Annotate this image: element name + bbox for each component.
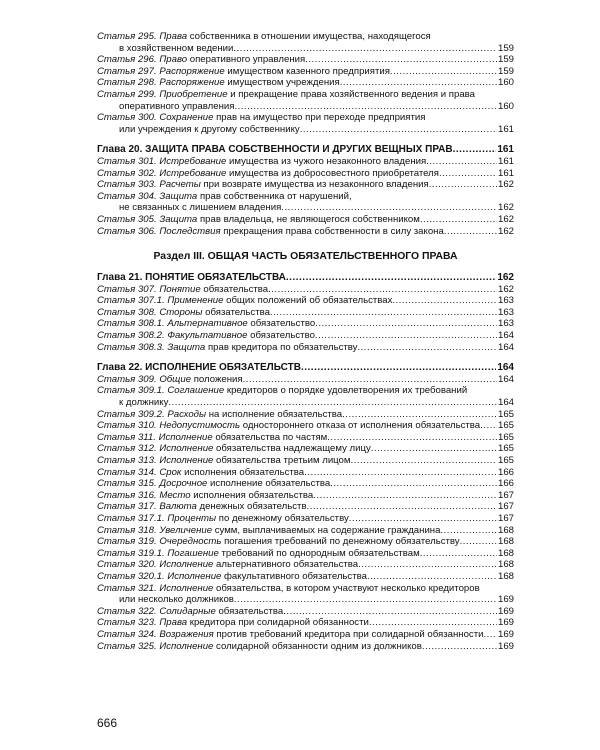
article-number: Статья 323. <box>97 617 157 629</box>
article-keyword: Возражения <box>159 628 214 640</box>
article-keyword: Последствия <box>159 225 221 237</box>
article-entry[interactable] <box>97 606 514 618</box>
article-entry[interactable] <box>97 191 514 214</box>
article-keyword: Понятие <box>159 283 201 295</box>
article-title-rest: прекращения права собственности в силу закона <box>220 225 444 237</box>
article-entry[interactable] <box>97 307 514 319</box>
article-title-continuation: в хозяйственном ведении ..... <box>119 43 514 54</box>
article-title-rest: прав на имущество при переходе предприятия <box>213 112 426 124</box>
article-number: Статья 309.2. <box>97 408 165 420</box>
article-title-rest: прав владельца, не являющегося собственником <box>197 213 420 225</box>
article-entry[interactable] <box>97 513 514 525</box>
article-entry[interactable] <box>97 179 514 191</box>
entry-page-number: 164 <box>497 330 514 342</box>
entry-page-number: 169 <box>497 628 514 640</box>
article-entry[interactable] <box>97 318 514 330</box>
article-keyword: Исполнение <box>159 582 214 594</box>
article-title-rest: на исполнение обязательства <box>206 408 343 420</box>
chapter-entry[interactable] <box>97 272 514 284</box>
article-number: Статья 318. <box>97 524 157 536</box>
entry-page-number: 168 <box>497 536 514 548</box>
article-entry[interactable] <box>97 54 514 66</box>
entry-page-number: 167 <box>497 489 514 501</box>
article-title-rest: обязательства <box>200 283 269 295</box>
article-title-continuation: или учреждения к другому собственнику ..... <box>119 124 514 135</box>
entry-page-number: 160 <box>497 77 514 89</box>
article-keyword: Истребование <box>159 167 227 179</box>
article-title-rest: имущества из чужого незаконного владения <box>226 155 427 167</box>
article-keyword: Досрочное <box>159 478 208 490</box>
entry-page-number: 165 <box>497 408 514 420</box>
article-title-rest: оперативного управления <box>187 54 306 66</box>
section-heading: Раздел III. ОБЩАЯ ЧАСТЬ ОБЯЗАТЕЛЬСТВЕННОГО ПРАВА <box>153 251 458 263</box>
article-title-rest: исполнения обязательства <box>190 489 314 501</box>
article-number: Статья 309. <box>97 373 157 385</box>
article-title-rest: исполнения обязательства <box>181 466 305 478</box>
entry-page-number: 166 <box>497 466 514 478</box>
article-entry[interactable] <box>97 374 514 386</box>
article-entry[interactable] <box>97 31 514 54</box>
article-number: Статья 319.1. <box>97 547 165 559</box>
article-title-rest: погашения требований по денежному обязательству <box>221 536 460 548</box>
entry-page-number: 169 <box>497 617 514 629</box>
article-keyword: Применение <box>167 295 224 307</box>
entry-page-number: 164 <box>497 397 514 409</box>
article-entry[interactable] <box>97 571 514 583</box>
article-keyword: Погашение <box>167 547 219 559</box>
article-keyword: Приобретение <box>159 88 228 100</box>
article-number: Статья 314. <box>97 466 157 478</box>
article-number: Статья 307. <box>97 283 157 295</box>
article-number: Статья 297. <box>97 65 157 77</box>
article-title-rest: альтернативного обязательства <box>213 559 359 571</box>
article-number: Статья 310. <box>97 420 157 432</box>
article-entry[interactable] <box>97 478 514 490</box>
article-entry[interactable] <box>97 583 514 606</box>
article-number: Статья 325. <box>97 640 157 652</box>
article-entry[interactable] <box>97 112 514 135</box>
entry-page-number: 163 <box>497 306 514 318</box>
entry-page-number: 162 <box>497 213 514 225</box>
entry-page-number: 161 <box>497 144 514 156</box>
article-number: Статья 303. <box>97 179 157 191</box>
entry-page-number: 159 <box>497 54 514 66</box>
article-entry[interactable] <box>97 617 514 629</box>
article-number: Статья 319. <box>97 536 157 548</box>
article-keyword: Истребование <box>159 155 227 167</box>
entry-page-number: 162 <box>497 202 514 214</box>
article-title-rest: одностороннего отказа от исполнения обязательства <box>240 420 481 432</box>
article-entry[interactable] <box>97 536 514 548</box>
chapter-entry[interactable] <box>97 144 514 156</box>
article-number: Статья 298. <box>97 77 157 89</box>
article-keyword: Альтернативное <box>167 318 248 330</box>
article-title-rest: имуществом казенного предприятия <box>224 65 390 77</box>
table-of-contents <box>97 31 514 652</box>
article-keyword: Расходы <box>167 408 207 420</box>
entry-page-number: 166 <box>497 478 514 490</box>
entry-page-number: 159 <box>497 65 514 77</box>
article-number: Статья 317.1. <box>97 512 165 524</box>
page-number: 666 <box>97 716 118 730</box>
article-keyword: Распоряжение <box>159 65 225 77</box>
entry-page-number: 162 <box>497 225 514 237</box>
article-title-rest: прав кредитора по обязательству <box>205 341 358 353</box>
article-title-rest: денежных обязательств <box>196 501 307 513</box>
chapter-title: Глава 20. ЗАЩИТА ПРАВА СОБСТВЕННОСТИ И ДРУГИХ ВЕЩНЫХ ПРАВ ..... <box>97 144 514 155</box>
article-title-rest: обязательства, в котором участвуют несколько кредиторов <box>213 582 480 594</box>
article-title-rest: кредитора при солидарной обязанности <box>187 617 369 629</box>
article-number: Статья 305. <box>97 213 157 225</box>
article-keyword: Распоряжение <box>159 77 225 89</box>
article-title-continuation: оперативного управления ..... <box>119 101 514 112</box>
article-entry[interactable] <box>97 330 514 342</box>
article-entry[interactable] <box>97 226 514 238</box>
article-keyword: Исполнение <box>159 443 214 455</box>
article-entry[interactable] <box>97 295 514 307</box>
article-title-rest: сумм, выплачиваемых на содержание гражданина <box>212 524 441 536</box>
article-number: Статья 308.3. <box>97 341 165 353</box>
article-number: Статья 295. <box>97 31 157 42</box>
article-entry[interactable] <box>97 548 514 560</box>
entry-page-number: 161 <box>497 155 514 167</box>
article-title-rest: обязательства по частям <box>212 431 328 443</box>
article-number: Статья 313. <box>97 455 157 466</box>
article-number: Статья 311. <box>97 431 156 443</box>
entry-page-number: 162 <box>497 272 514 284</box>
article-entry[interactable] <box>97 525 514 537</box>
entry-page-number: 162 <box>497 179 514 191</box>
article-title-rest: и прекращение права хозяйственного ведения и права <box>227 88 475 100</box>
article-keyword: Права <box>159 31 188 42</box>
article-title-rest: положения <box>191 373 243 385</box>
chapter-title: Глава 21. ПОНЯТИЕ ОБЯЗАТЕЛЬСТВА ..... <box>97 272 514 283</box>
entry-page-number: 169 <box>497 594 514 606</box>
article-title-rest: общих положений об обязательствах <box>223 295 393 307</box>
article-keyword: Исполнение <box>159 640 214 652</box>
article-number: Статья 320. <box>97 559 157 571</box>
article-title-rest: обязательство <box>247 318 316 330</box>
article-keyword: Права <box>159 617 188 629</box>
article-number: Статья 317. <box>97 501 157 513</box>
entry-page-number: 159 <box>497 42 514 54</box>
entry-page-number: 169 <box>497 640 514 652</box>
article-number: Статья 321. <box>97 582 157 594</box>
entry-page-number: 164 <box>497 373 514 385</box>
article-entry[interactable] <box>97 77 514 89</box>
article-keyword: Защита <box>159 190 198 202</box>
entry-page-number: 161 <box>497 123 514 135</box>
article-title-continuation: к должнику ..... <box>119 397 514 408</box>
article-number: Статья 322. <box>97 605 157 617</box>
article-entry[interactable] <box>97 629 514 641</box>
entry-page-number: 168 <box>497 547 514 559</box>
article-keyword: Исполнение <box>159 455 214 466</box>
article-title-rest: обязательства <box>215 605 284 617</box>
article-title-rest: по денежному обязательству <box>216 512 349 524</box>
article-title-rest: обязательство <box>247 330 315 342</box>
article-keyword: Недопустимость <box>159 420 241 432</box>
article-entry[interactable] <box>97 385 514 408</box>
article-number: Статья 301. <box>97 155 157 167</box>
article-entry[interactable] <box>97 501 514 513</box>
article-entry[interactable] <box>97 284 514 296</box>
entry-page-number: 168 <box>497 524 514 536</box>
article-entry[interactable] <box>97 641 514 653</box>
article-number: Статья 300. <box>97 112 157 124</box>
entry-page-number: 163 <box>497 295 514 307</box>
article-number: Статья 307.1. <box>97 295 165 307</box>
article-title-rest: обязательства третьим лицом <box>213 455 351 466</box>
entry-page-number: 164 <box>497 362 514 374</box>
article-number: Статья 324. <box>97 628 157 640</box>
article-title-rest: при возврате имущества из незаконного владения <box>200 179 429 191</box>
article-number: Статья 308.2. <box>97 330 165 342</box>
article-keyword: Исполнение <box>158 431 213 443</box>
article-number: Статья 304. <box>97 190 157 202</box>
article-number: Статья 315. <box>97 478 157 490</box>
article-entry[interactable] <box>97 455 514 467</box>
entry-page-number: 164 <box>497 341 514 353</box>
article-title-rest: факультативного обязательства <box>221 570 367 582</box>
entry-page-number: 165 <box>497 455 514 466</box>
article-entry[interactable] <box>97 214 514 226</box>
article-number: Статья 312. <box>97 443 157 455</box>
article-number: Статья 299. <box>97 88 157 100</box>
entry-page-number: 163 <box>497 318 514 330</box>
article-entry[interactable] <box>97 89 514 112</box>
article-entry[interactable] <box>97 432 514 444</box>
article-entry[interactable] <box>97 490 514 502</box>
article-keyword: Срок <box>159 466 182 478</box>
article-number: Статья 306. <box>97 225 157 237</box>
article-entry[interactable] <box>97 66 514 78</box>
article-title-rest: кредиторов о порядке удовлетворения их требований <box>224 385 468 397</box>
entry-page-number: 168 <box>497 570 514 582</box>
article-number: Статья 296. <box>97 54 157 66</box>
article-entry[interactable] <box>97 420 514 432</box>
article-title-rest: имуществом учреждения <box>224 77 340 89</box>
article-entry[interactable] <box>97 559 514 571</box>
entry-page-number: 167 <box>497 501 514 513</box>
article-entry[interactable] <box>97 168 514 180</box>
article-title-rest: обязательства <box>202 306 270 318</box>
article-keyword: Место <box>159 489 191 501</box>
article-number: Статья 308. <box>97 306 157 318</box>
entry-page-number: 160 <box>497 100 514 112</box>
article-keyword: Увеличение <box>159 524 213 536</box>
article-title-rest: имущества из добросовестного приобретателя <box>226 167 439 179</box>
entry-page-number: 161 <box>497 167 514 179</box>
entry-page-number: 162 <box>497 283 514 295</box>
article-entry[interactable] <box>97 409 514 421</box>
article-entry[interactable] <box>97 342 514 354</box>
entry-page-number: 165 <box>497 420 514 432</box>
article-title-continuation: или несколько должников ..... <box>119 594 514 605</box>
article-keyword: Исполнение <box>159 559 214 571</box>
article-number: Статья 309.1. <box>97 385 165 397</box>
article-title-rest: прав собственника от нарушений, <box>197 190 352 202</box>
article-title-rest: исполнение обязательства <box>207 478 331 490</box>
article-entry[interactable] <box>97 467 514 479</box>
article-title-rest: против требований кредитора при солидарной обязанности <box>213 628 484 640</box>
article-number: Статья 316. <box>97 489 157 501</box>
article-keyword: Сохранение <box>159 112 214 124</box>
article-keyword: Солидарные <box>159 605 216 617</box>
entry-page-number: 167 <box>497 512 514 524</box>
article-keyword: Право <box>159 54 188 66</box>
article-keyword: Проценты <box>167 512 217 524</box>
article-entry[interactable] <box>97 156 514 168</box>
article-keyword: Исполнение <box>167 570 222 582</box>
entry-page-number: 168 <box>497 559 514 571</box>
article-keyword: Факультативное <box>167 330 248 342</box>
article-keyword: Стороны <box>159 306 203 318</box>
article-title-rest: требований по однородным обязательствам <box>218 547 420 559</box>
article-number: Статья 308.1. <box>97 318 165 330</box>
article-number: Статья 302. <box>97 167 157 179</box>
chapter-entry[interactable] <box>97 362 514 374</box>
entry-page-number: 165 <box>497 431 514 443</box>
article-keyword: Расчеты <box>159 179 201 191</box>
article-keyword: Общие <box>159 373 192 385</box>
article-title-rest: солидарной обязанности одним из должников <box>213 640 422 652</box>
article-keyword: Соглашение <box>167 385 225 397</box>
article-keyword: Защита <box>159 213 198 225</box>
chapter-title: Глава 22. ИСПОЛНЕНИЕ ОБЯЗАТЕЛЬСТВ ..... <box>97 362 514 373</box>
article-title-continuation: не связанных с лишением владения ..... <box>119 202 514 213</box>
article-keyword: Очередность <box>159 536 222 548</box>
article-title-rest: обязательства надлежащему лицу <box>213 443 371 455</box>
article-keyword: Защита <box>167 341 206 353</box>
article-entry[interactable] <box>97 443 514 455</box>
entry-page-number: 165 <box>497 443 514 455</box>
article-keyword: Валюта <box>159 501 197 513</box>
entry-page-number: 169 <box>497 605 514 617</box>
article-title-rest: собственника в отношении имущества, находящегося <box>187 31 431 42</box>
article-number: Статья 320.1. <box>97 570 165 582</box>
